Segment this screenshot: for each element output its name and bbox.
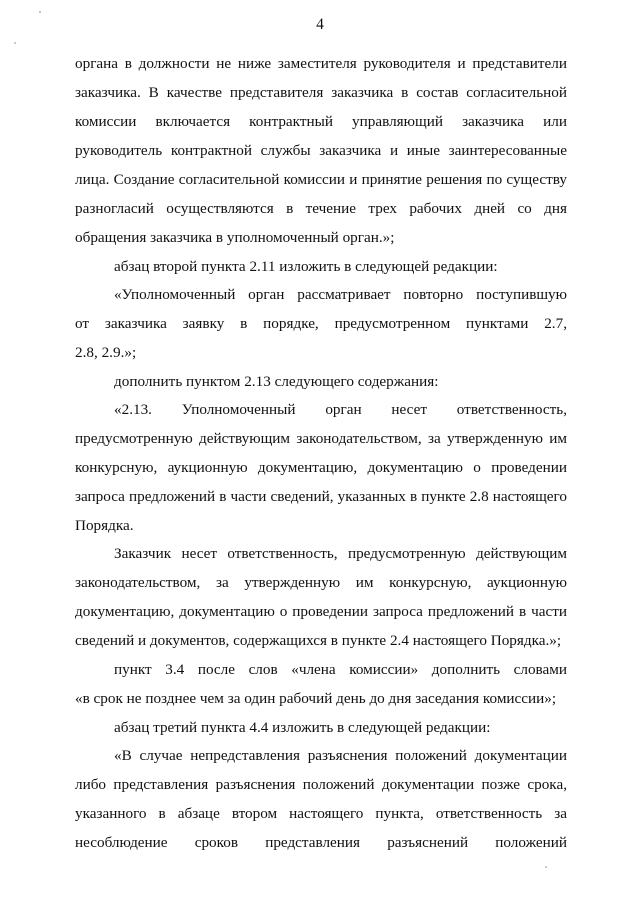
text-line: предусмотренную действующим законодательством, за утвержденную им	[75, 430, 567, 447]
text-line: конкурсную, аукционную документацию, документацию о проведении	[75, 459, 567, 476]
text-line: от заказчика заявку в порядке, предусмотренном пунктами 2.7,	[75, 315, 567, 332]
text-line: разногласий осуществляются в течение трех рабочих дней со дня	[75, 200, 567, 217]
text-line: заказчика. В качестве представителя заказчика в состав согласительной	[75, 84, 567, 101]
text-line: абзац третий пункта 4.4 изложить в следующей редакции:	[114, 719, 491, 736]
text-line: лица. Создание согласительной комиссии и принятие решения по существу	[75, 171, 567, 188]
text-line: законодательством, за утвержденную им конкурсную, аукционную	[75, 574, 567, 591]
text-line: Порядка.	[75, 517, 134, 534]
text-line: либо представления разъяснения положений документации позже срока,	[75, 776, 567, 793]
scan-speck	[545, 866, 547, 868]
text-line: абзац второй пункта 2.11 изложить в следующей редакции:	[114, 258, 498, 275]
text-line: запроса предложений в части сведений, указанных в пункте 2.8 настоящего	[75, 488, 567, 505]
text-line: сведений и документов, содержащихся в пункте 2.4 настоящего Порядка.»;	[75, 632, 562, 649]
text-line: органа в должности не ниже заместителя руководителя и представители	[75, 55, 567, 72]
text-line: «Уполномоченный орган рассматривает повторно поступившую	[114, 286, 567, 303]
text-line: указанного в абзаце втором настоящего пункта, ответственность за	[75, 805, 567, 822]
text-line: пункт 3.4 после слов «члена комиссии» дополнить словами	[114, 661, 567, 678]
text-line: 2.8, 2.9.»;	[75, 344, 137, 361]
text-line: «В случае непредставления разъяснения положений документации	[114, 747, 567, 764]
text-line: Заказчик несет ответственность, предусмотренную действующим	[114, 545, 567, 562]
text-line: руководитель контрактной службы заказчика и иные заинтересованные	[75, 142, 567, 159]
text-line: дополнить пунктом 2.13 следующего содержания:	[114, 373, 439, 390]
scan-speck	[39, 11, 41, 13]
text-line: комиссии включается контрактный управляющий заказчика или	[75, 113, 567, 130]
text-line: документацию, документацию о проведении запроса предложений в части	[75, 603, 567, 620]
page-number: 4	[316, 16, 324, 33]
text-line: «в срок не позднее чем за один рабочий день до дня заседания комиссии»;	[75, 690, 557, 707]
text-line: «2.13. Уполномоченный орган несет ответственность,	[114, 401, 567, 418]
scan-speck	[14, 42, 16, 44]
text-line: обращения заказчика в уполномоченный орган.»;	[75, 229, 395, 246]
text-line: несоблюдение сроков представления разъяснений положений	[75, 834, 567, 851]
